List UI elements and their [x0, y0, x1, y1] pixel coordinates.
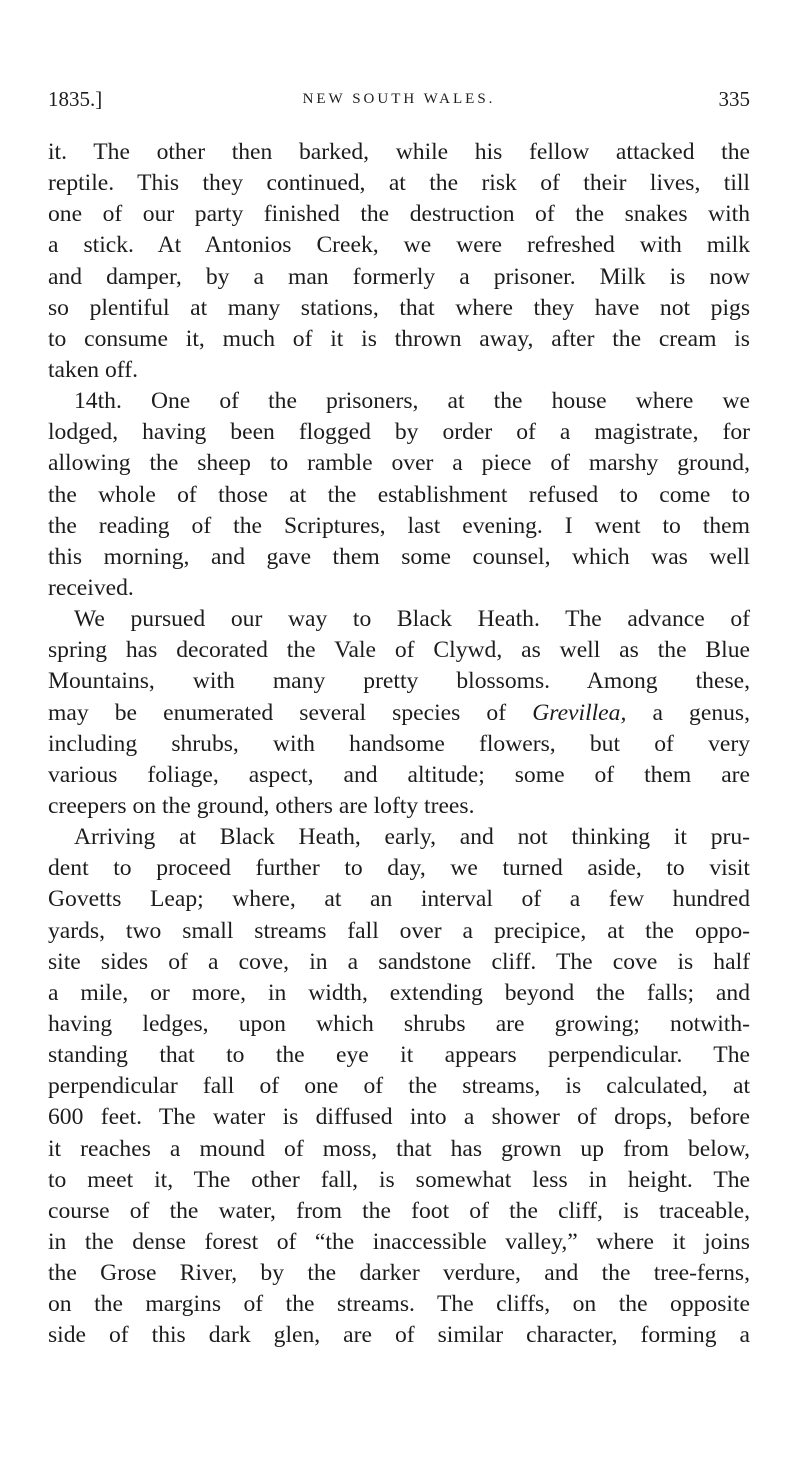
- text-line: in the dense forest of “the inaccessible valley,” where it joins: [48, 1228, 750, 1255]
- text-line: spring has decorated the Vale of Clywd, as well as the Blue: [48, 637, 750, 664]
- text-line: site sides of a cove, in a sandstone cliff. The cove is half: [48, 948, 750, 975]
- text-line: course of the water, from the foot of the cliff, is traceable,: [48, 1197, 750, 1224]
- italic-genus: Grevillea,: [532, 699, 627, 726]
- text-line: perpendicular fall of one of the streams, is calculated, at: [48, 1073, 750, 1100]
- text-line: allowing the sheep to ramble over a piece of marshy ground,: [48, 450, 750, 477]
- text-line: the Grose River, by the darker verdure, and the tree-ferns,: [48, 1260, 750, 1287]
- text-line: Govetts Leap; where, at an interval of a few hundred: [48, 886, 750, 913]
- header-year: 1835.]: [48, 87, 103, 111]
- text-segment: a genus,: [652, 699, 750, 726]
- text-line: dent to proceed further to day, we turned aside, to visit: [48, 855, 750, 882]
- text-line: on the margins of the streams. The cliffs, on the opposite: [48, 1291, 750, 1318]
- body-text: [48, 137, 750, 1351]
- text-line: this morning, and gave them some counsel, which was well: [48, 543, 750, 570]
- text-line: 14th. One of the prisoners, at the house where we: [74, 388, 750, 415]
- text-line: to meet it, The other fall, is somewhat less in height. The: [48, 1166, 750, 1193]
- text-line: lodged, having been flogged by order of a magistrate, for: [48, 419, 750, 446]
- text-line: We pursued our way to Black Heath. The advance of: [74, 606, 750, 633]
- text-line: one of our party finished the destruction of the snakes with: [48, 201, 750, 228]
- text-line: reptile. This they continued, at the risk of their lives, till: [48, 170, 750, 197]
- text-line: and damper, by a man formerly a prisoner. Milk is now: [48, 263, 750, 290]
- text-line: received.: [48, 574, 134, 601]
- text-line: Mountains, with many pretty blossoms. Among these,: [48, 668, 750, 695]
- text-line: yards, two small streams fall over a precipice, at the oppo-: [48, 917, 750, 944]
- text-line: various foliage, aspect, and altitude; some of them are: [48, 761, 750, 788]
- text-line: a stick. At Antonios Creek, we were refreshed with milk: [48, 232, 750, 259]
- text-line-grevillea: [48, 698, 750, 729]
- book-page: [48, 0, 752, 1462]
- text-line: a mile, or more, in width, extending beyond the falls; and: [48, 979, 750, 1006]
- text-line: taken off.: [48, 356, 138, 383]
- text-line: so plentiful at many stations, that where they have not pigs: [48, 294, 750, 321]
- text-line: it reaches a mound of moss, that has grown up from below,: [48, 1135, 750, 1162]
- text-line: standing that to the eye it appears perpendicular. The: [48, 1042, 750, 1069]
- text-line: side of this dark glen, are of similar character, forming a: [48, 1322, 750, 1349]
- text-line: creepers on the ground, others are lofty trees.: [48, 792, 475, 819]
- text-line: the reading of the Scriptures, last evening. I went to them: [48, 512, 750, 539]
- text-line: having ledges, upon which shrubs are growing; notwith-: [48, 1010, 750, 1037]
- text-line: the whole of those at the establishment refused to come to: [48, 481, 750, 508]
- running-head: [48, 82, 750, 116]
- text-line: Arriving at Black Heath, early, and not thinking it pru-: [74, 824, 750, 851]
- text-line: to consume it, much of it is thrown away, after the cream is: [48, 325, 750, 352]
- page-number: 335: [718, 87, 750, 111]
- header-title: NEW SOUTH WALES.: [302, 91, 496, 107]
- text-line: including shrubs, with handsome flowers, but of very: [48, 730, 750, 757]
- text-line: 600 feet. The water is diffused into a shower of drops, before: [48, 1104, 750, 1131]
- text-segment: may be enumerated several species of: [48, 699, 507, 726]
- text-line: it. The other then barked, while his fellow attacked the: [48, 139, 750, 165]
